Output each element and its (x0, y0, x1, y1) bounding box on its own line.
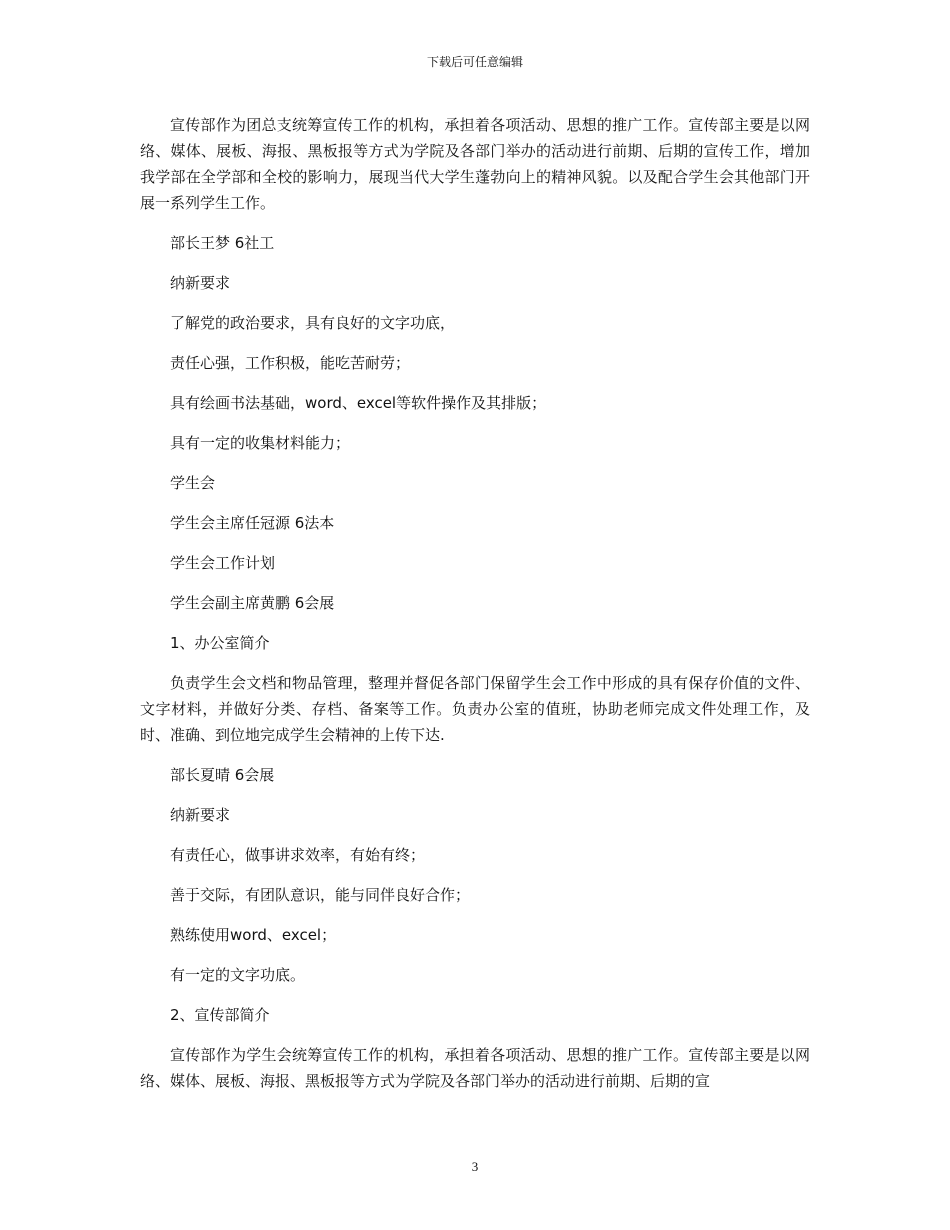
text-line: 具有一定的收集材料能力； (170, 434, 351, 452)
document-body (140, 112, 810, 1094)
text-line: 了解党的政治要求，具有良好的文字功底， (170, 314, 456, 332)
paragraph-publicity-intro: 宣传部作为团总支统筹宣传工作的机构，承担着各项活动、思想的推广工作。宣传部主要是以网络、媒体、展板、海报、黑板报等方式为学院及各部门举办的活动进行前期、后期的宣传工作，增加我学部在全学部和全校的影响力，展现当代大学生蓬勃向上的精神风貌。以及配合学生会其他部门开展一系列学生工作。 (140, 116, 810, 212)
text-line: 责任心强，工作积极，能吃苦耐劳； (170, 354, 411, 372)
text-line: 具有绘画书法基础，word、excel等软件操作及其排版； (170, 394, 547, 412)
section-heading: 2、宣传部简介 (170, 1006, 270, 1024)
text-line: 学生会 (170, 474, 216, 492)
page-number: 3 (471, 1159, 479, 1174)
text-line: 学生会副主席黄鹏 6会展 (170, 594, 335, 612)
text-line: 有一定的文字功底。 (170, 966, 306, 984)
text-line: 有责任心，做事讲求效率，有始有终； (170, 846, 426, 864)
text-line: 纳新要求 (170, 274, 231, 292)
text-line: 善于交际，有团队意识，能与同伴良好合作； (170, 886, 471, 904)
section-heading: 1、办公室简介 (170, 634, 270, 652)
text-line: 学生会工作计划 (170, 554, 276, 572)
paragraph-publicity-intro-2: 宣传部作为学生会统筹宣传工作的机构，承担着各项活动、思想的推广工作。宣传部主要是以网络、媒体、展板、海报、黑板报等方式为学院及各部门举办的活动进行前期、后期的宣 (140, 1046, 810, 1090)
text-line: 纳新要求 (170, 806, 231, 824)
text-line: 部长夏晴 6会展 (170, 766, 275, 784)
text-line: 熟练使用word、excel； (170, 926, 337, 944)
text-line: 部长王梦 6社工 (170, 234, 275, 252)
header-note: 下载后可任意编辑 (426, 55, 523, 69)
paragraph-office-intro: 负责学生会文档和物品管理，整理并督促各部门保留学生会工作中形成的具有保存价值的文件、文字材料，并做好分类、存档、备案等工作。负责办公室的值班，协助老师完成文件处理工作，及时、准确、到位地完成学生会精神的上传下达. (140, 674, 810, 744)
text-line: 学生会主席任冠源 6法本 (170, 514, 335, 532)
